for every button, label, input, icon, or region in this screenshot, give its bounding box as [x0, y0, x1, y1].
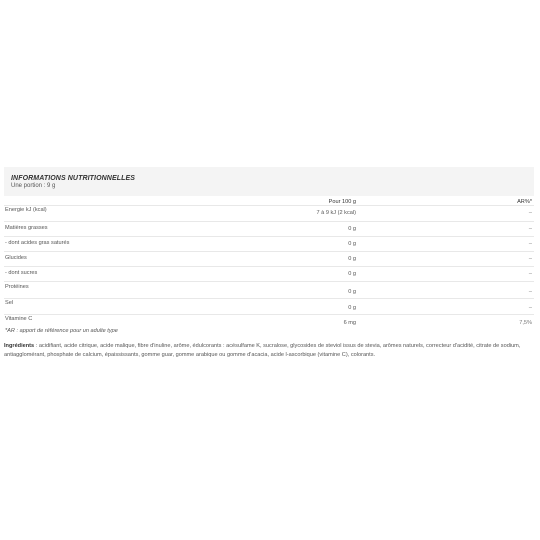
- row-value-ar: 7,5%: [519, 320, 532, 326]
- row-value-per100: 0 g: [348, 271, 356, 277]
- table-row: [4, 315, 534, 327]
- table-row: [4, 222, 534, 237]
- row-value-ar: –: [528, 256, 532, 262]
- row-value-ar: –: [528, 271, 532, 277]
- nutrition-title: INFORMATIONS NUTRITIONNELLES: [11, 175, 135, 182]
- nutrition-header: [4, 167, 534, 196]
- row-value-per100: 6 mg: [343, 320, 356, 326]
- column-header-per100: Pour 100 g: [328, 199, 356, 205]
- row-value-ar: –: [528, 305, 532, 311]
- table-row: [4, 299, 534, 315]
- row-value-ar: –: [528, 289, 532, 295]
- table-row: [4, 267, 534, 282]
- table-row: [4, 237, 534, 252]
- row-label: - dont acides gras saturés: [5, 240, 70, 246]
- column-header-ar: AR%*: [517, 199, 532, 205]
- row-label: Glucides: [5, 255, 27, 261]
- row-value-ar: –: [528, 226, 532, 232]
- row-value-ar: –: [528, 241, 532, 247]
- row-label: Matières grasses: [5, 225, 48, 231]
- nutrition-table: [4, 196, 534, 341]
- footnote-row: [4, 327, 534, 341]
- row-value-per100: 0 g: [348, 226, 356, 232]
- portion-size: Une portion : 9 g: [11, 183, 56, 189]
- row-label: - dont sucres: [5, 270, 38, 276]
- row-value-per100: 0 g: [348, 256, 356, 262]
- table-row: [4, 282, 534, 299]
- ingredients-block: [4, 342, 524, 359]
- row-label: Sel: [5, 300, 14, 306]
- nutrition-panel: [4, 167, 534, 334]
- row-value-per100: 7 à 9 kJ (2 kcal): [316, 210, 356, 216]
- row-value-per100: 0 g: [348, 289, 356, 295]
- row-label: Energie kJ (kcal): [5, 207, 47, 213]
- table-row: [4, 252, 534, 267]
- ingredients-label: Ingrédients: [4, 343, 35, 349]
- table-header-row: [4, 196, 534, 206]
- footnote-text: *AR : apport de référence pour un adulte type: [5, 328, 118, 334]
- row-label: Protéines: [5, 284, 29, 290]
- ingredients-text: : acidifiant, acide citrique, acide malique, fibre d'inuline, arôme, édulcorants : acésulfame K, sucralose, glycosides de steviol issus de stevia, arômes naturels, correcteur d'acidité, citrate de sodium, antiagglomérant, phosphate de calcium, épaississants, gomme guar, gomme arabique ou gomme d'acacia, acide l-ascorbique (vitamine C), colorants.: [4, 343, 521, 358]
- table-row: [4, 206, 534, 222]
- row-value-per100: 0 g: [348, 305, 356, 311]
- row-value-ar: –: [528, 210, 532, 216]
- row-label: Vitamine C: [5, 316, 33, 322]
- row-value-per100: 0 g: [348, 241, 356, 247]
